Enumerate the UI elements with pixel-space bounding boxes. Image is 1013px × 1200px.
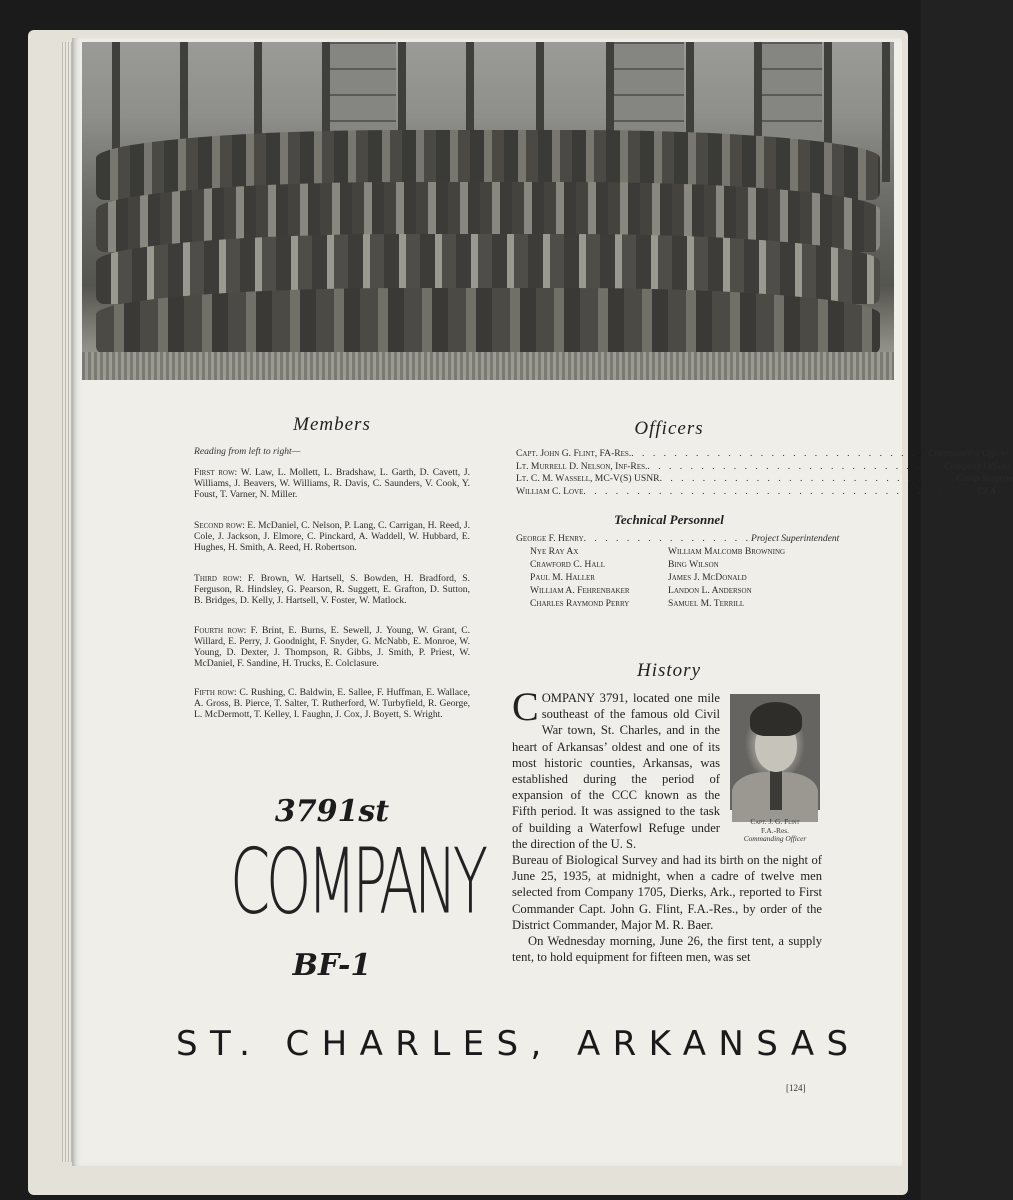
technical-name: Bing Wilson xyxy=(668,559,719,570)
members-row-2 xyxy=(194,520,470,553)
technical-name: James J. McDonald xyxy=(668,572,747,583)
history-title: History xyxy=(637,660,701,681)
history-paragraph-2: On Wednesday morning, June 26, the first tent, a supply tent, to hold equipment for fifteen men, was set xyxy=(512,934,822,965)
company-word: COMPANY xyxy=(230,829,484,934)
caption-role: Commanding Officer xyxy=(743,834,807,844)
lead-role: Project Superintendent xyxy=(750,533,840,544)
company-location: ST. CHARLES, ARKANSAS xyxy=(176,1024,861,1064)
technical-name: Nye Ray Ax xyxy=(530,546,579,557)
history-paragraph-1-rest: Bureau of Biological Survey and had its birth on the night of June 25, 1935, at midnight, when a cadre of twelve men selected from Company 1705, Dierks, Ark., reported to First Commander Capt. John G. Flint, F.A.-Res., by order of the District Commander, Major M. R. Baer. xyxy=(512,853,822,932)
row-label: First row: xyxy=(194,467,238,478)
technical-name: William Malcomb Browning xyxy=(668,546,786,557)
technical-name: Crawford C. Hall xyxy=(530,559,605,570)
officer-name: Capt. John G. Flint, FA-Res. xyxy=(516,448,632,459)
row-names: W. Law, L. Mollett, L. Bradshaw, L. Garth, D. Cavett, J. Williams, J. Beavers, W. Williams, R. Davis, C. Saunders, V. Cook, Y. Foust, T. Varner, N. Miller. xyxy=(194,467,470,500)
officer-role: CEA xyxy=(977,485,996,497)
officer-role: Camp Surgeon xyxy=(956,473,1013,485)
caption-name: Capt. J. G. Flint xyxy=(750,817,800,826)
officer-name: William C. Love xyxy=(516,485,584,497)
lead-name: George F. Henry xyxy=(516,533,584,544)
portrait-caption xyxy=(722,818,828,844)
row-names: F. Brown, W. Hartsell, S. Bowden, H. Bradford, S. Ferguson, R. Hindsley, G. Pearson, R. Suggett, E. Grafton, D. Sutton, B. Bridges, D. Kelly, J. Hartsell, V. Foster, W. Matlock. xyxy=(194,573,470,606)
history-paragraph-1-start: OMPANY 3791, located one mile southeast of the famous old Civil War town, St. Charles, and in the heart of Arkansas’ oldest and one of its most historic counties, Arkansas, was established during the period of expansion of the CCC known as the Fifth period. It was assigned to the task of building a Waterfowl Refuge under the direction of the U. S. xyxy=(512,691,720,851)
officer-line: Lt. C. M. Wassell, MC-V(S) USNR . . . . . . . . . . . . . . . . . . . . . . . . . . . . Camp Surgeon xyxy=(516,473,1013,485)
company-code: BF-1 xyxy=(292,948,372,983)
officer-role: Company Officer xyxy=(944,460,1011,472)
page-number: [124] xyxy=(786,1083,806,1093)
members-row-4 xyxy=(194,625,470,669)
technical-title: Technical Personnel xyxy=(614,512,724,527)
officer-line: Lt. Murrell D. Nelson, Inf-Res. . . . . . . . . . . . . . . . . . . . . . . . . . . . . Company Officer xyxy=(516,460,1011,472)
members-row-5 xyxy=(194,687,470,720)
officer-line: Capt. John G. Flint, FA-Res. . . . . . . . . . . . . . . . . . . . . . . . . . . . . Commanding Officer xyxy=(516,448,1010,459)
technical-name: Charles Raymond Perry xyxy=(530,598,630,609)
row-label: Fifth row: xyxy=(194,687,237,698)
members-row-1 xyxy=(194,467,470,500)
technical-lead: George F. Henry . . . . . . . . . . . . . . . . Project Superintendent xyxy=(516,533,840,544)
caption-rank: F.A.-Res. xyxy=(761,825,789,835)
group-photo xyxy=(82,42,894,380)
company-number: 3791st xyxy=(274,794,390,829)
officers-list xyxy=(516,448,1013,498)
technical-name: Landon L. Anderson xyxy=(668,585,752,596)
technical-name: William A. Fehrenbaker xyxy=(530,585,630,596)
officer-name: Lt. C. M. Wassell, MC-V(S) USNR xyxy=(516,473,660,485)
officer-role: Commanding Officer xyxy=(928,448,1010,459)
commander-portrait xyxy=(730,694,820,810)
row-names: C. Rushing, C. Baldwin, E. Sallee, F. Huffman, E. Wallace, A. Gross, B. Pierce, T. Salter, T. Rutherford, W. Turbyfield, R. George, L. McDermott, T. Kelley, I. Faughn, J. Cox, J. Boyett, S. Wright. xyxy=(194,687,470,720)
members-row-3 xyxy=(194,573,470,606)
row-names: E. McDaniel, C. Nelson, P. Lang, C. Carrigan, H. Reed, J. Cole, J. Jackson, J. Elmore, C. Pinckard, A. Waddell, W. Hubbard, E. Hughes, H. Smith, A. Reed, H. Robertson. xyxy=(194,520,470,553)
technical-name: Samuel M. Terrill xyxy=(668,598,745,609)
row-label: Second row: xyxy=(194,520,245,531)
officers-title: Officers xyxy=(634,418,704,439)
row-label: Fourth row: xyxy=(194,625,247,636)
row-label: Third row: xyxy=(194,573,242,584)
officer-line: William C. Love . . . . . . . . . . . . . . . . . . . . . . . . . . . . . . . . . . . . . CEA xyxy=(516,485,996,497)
history-dropcap: C xyxy=(512,684,539,729)
technical-name: Paul M. Haller xyxy=(530,572,595,583)
officer-name: Lt. Murrell D. Nelson, Inf-Res. xyxy=(516,460,648,472)
row-names: F. Brint, E. Burns, E. Sewell, J. Young, W. Grant, C. Willard, E. Perry, J. Goodnight, F. Snyder, G. McNabb, E. Monroe, W. Young, D. Dexter, J. Thompson, R. Gibbs, J. Smith, P. Priest, W. McDaniel, F. Sandine, H. Trucks, E. Colclasure. xyxy=(194,625,471,669)
members-title: Members xyxy=(293,414,371,435)
technical-list xyxy=(516,532,840,610)
members-intro: Reading from left to right— xyxy=(194,446,301,457)
